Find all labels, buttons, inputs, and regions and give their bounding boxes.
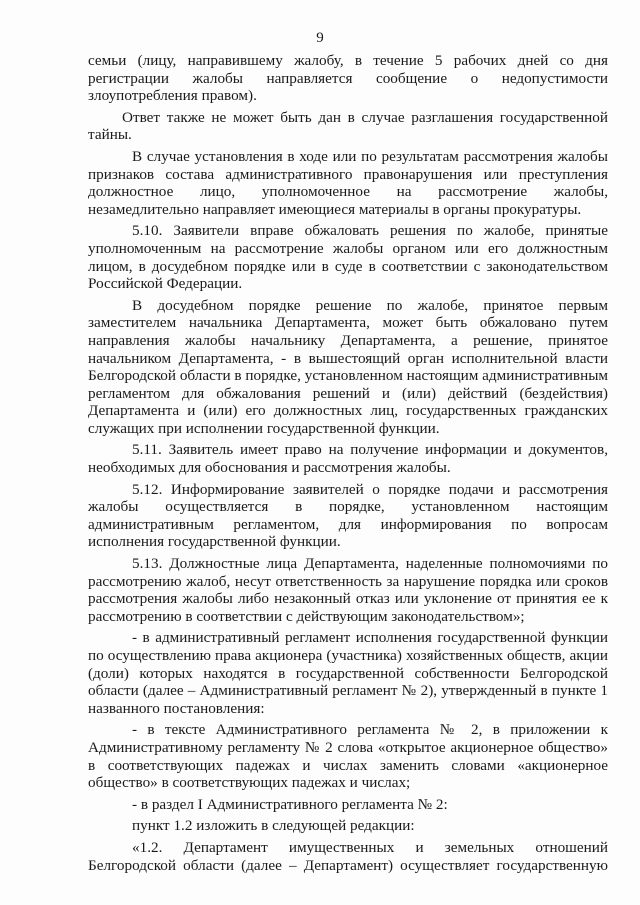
paragraph-11: - в раздел I Административного регламента № 2: bbox=[132, 795, 448, 813]
paragraph-5: В досудебном порядке решение по жалобе, принятое первым заместителем начальника Департамента, может быть обжаловано путем направления жалобы начальнику Департамента, а решение, принятое начальником Департамента, - в вышестоящий орган исполнительной власти Белгородской области в порядке, установленном настоящим административным регламентом для обжалования решений и (или) действий (бездействия) Департамента и (или) его должностных лиц, государственных гражданских служащих при исполнении государственной функции. bbox=[88, 296, 609, 437]
paragraph-8: 5.13. Должностные лица Департамента, наделенные полномочиями по рассмотрению жалоб, несут ответственность за нарушение порядка или сроков рассмотрения жалобы либо незаконный отказ или уклонение от принятия ее к рассмотрению в соответствии с действующим законодательством»; bbox=[88, 555, 608, 625]
paragraph-13: «1.2. Департамент имущественных и земельных отношений Белгородской области (далее – Департамент) осуществляет государственную bbox=[88, 838, 608, 874]
paragraph-1: семьи (лицу, направившему жалобу, в течение 5 рабочих дней со дня регистрации жалобы направляется сообщение о недопустимости злоупотребления правом). bbox=[88, 52, 608, 105]
document-body bbox=[88, 52, 608, 878]
paragraph-9: - в административный регламент исполнения государственной функции по осуществлению права акционера (участника) хозяйственных обществ, акции (доли) которых находятся в государственной собственности Белгородской области (далее – Административный регламент № 2), утвержденный в пункте 1 названного постановления: bbox=[88, 629, 608, 717]
paragraph-7: 5.12. Информирование заявителей о порядке подачи и рассмотрения жалобы осуществляется в порядке, установленном настоящим административным регламентом, для информирования по вопросам исполнения государственной функции. bbox=[88, 480, 608, 551]
paragraph-3: В случае установления в ходе или по результатам рассмотрения жалобы признаков состава административного правонарушения или преступления должностное лицо, уполномоченное на рассмотрение жалобы, незамедлительно направляет имеющиеся материалы в органы прокуратуры. bbox=[88, 147, 608, 218]
paragraph-12: пункт 1.2 изложить в следующей редакции: bbox=[132, 817, 415, 835]
paragraph-4: 5.10. Заявители вправе обжаловать решения по жалобе, принятые уполномоченным на рассмотрение жалобы органом или его должностным лицом, в досудебном порядке или в суде в соответствии с законодательством Российской Федерации. bbox=[88, 222, 608, 293]
paragraph-10: - в тексте Административного регламента № 2, в приложении к Административному регламенту № 2 слова «открытое акционерное общество» в соответствующих падежах и числах заменить словами «акционерное общество» в соответствующих падежах и числах; bbox=[88, 721, 608, 792]
page-number: 9 bbox=[316, 30, 324, 46]
paragraph-6: 5.11. Заявитель имеет право на получение информации и документов, необходимых для обоснования и рассмотрения жалобы. bbox=[88, 441, 608, 477]
paragraph-2: Ответ также не может быть дан в случае разглашения государственной тайны. bbox=[88, 108, 608, 144]
